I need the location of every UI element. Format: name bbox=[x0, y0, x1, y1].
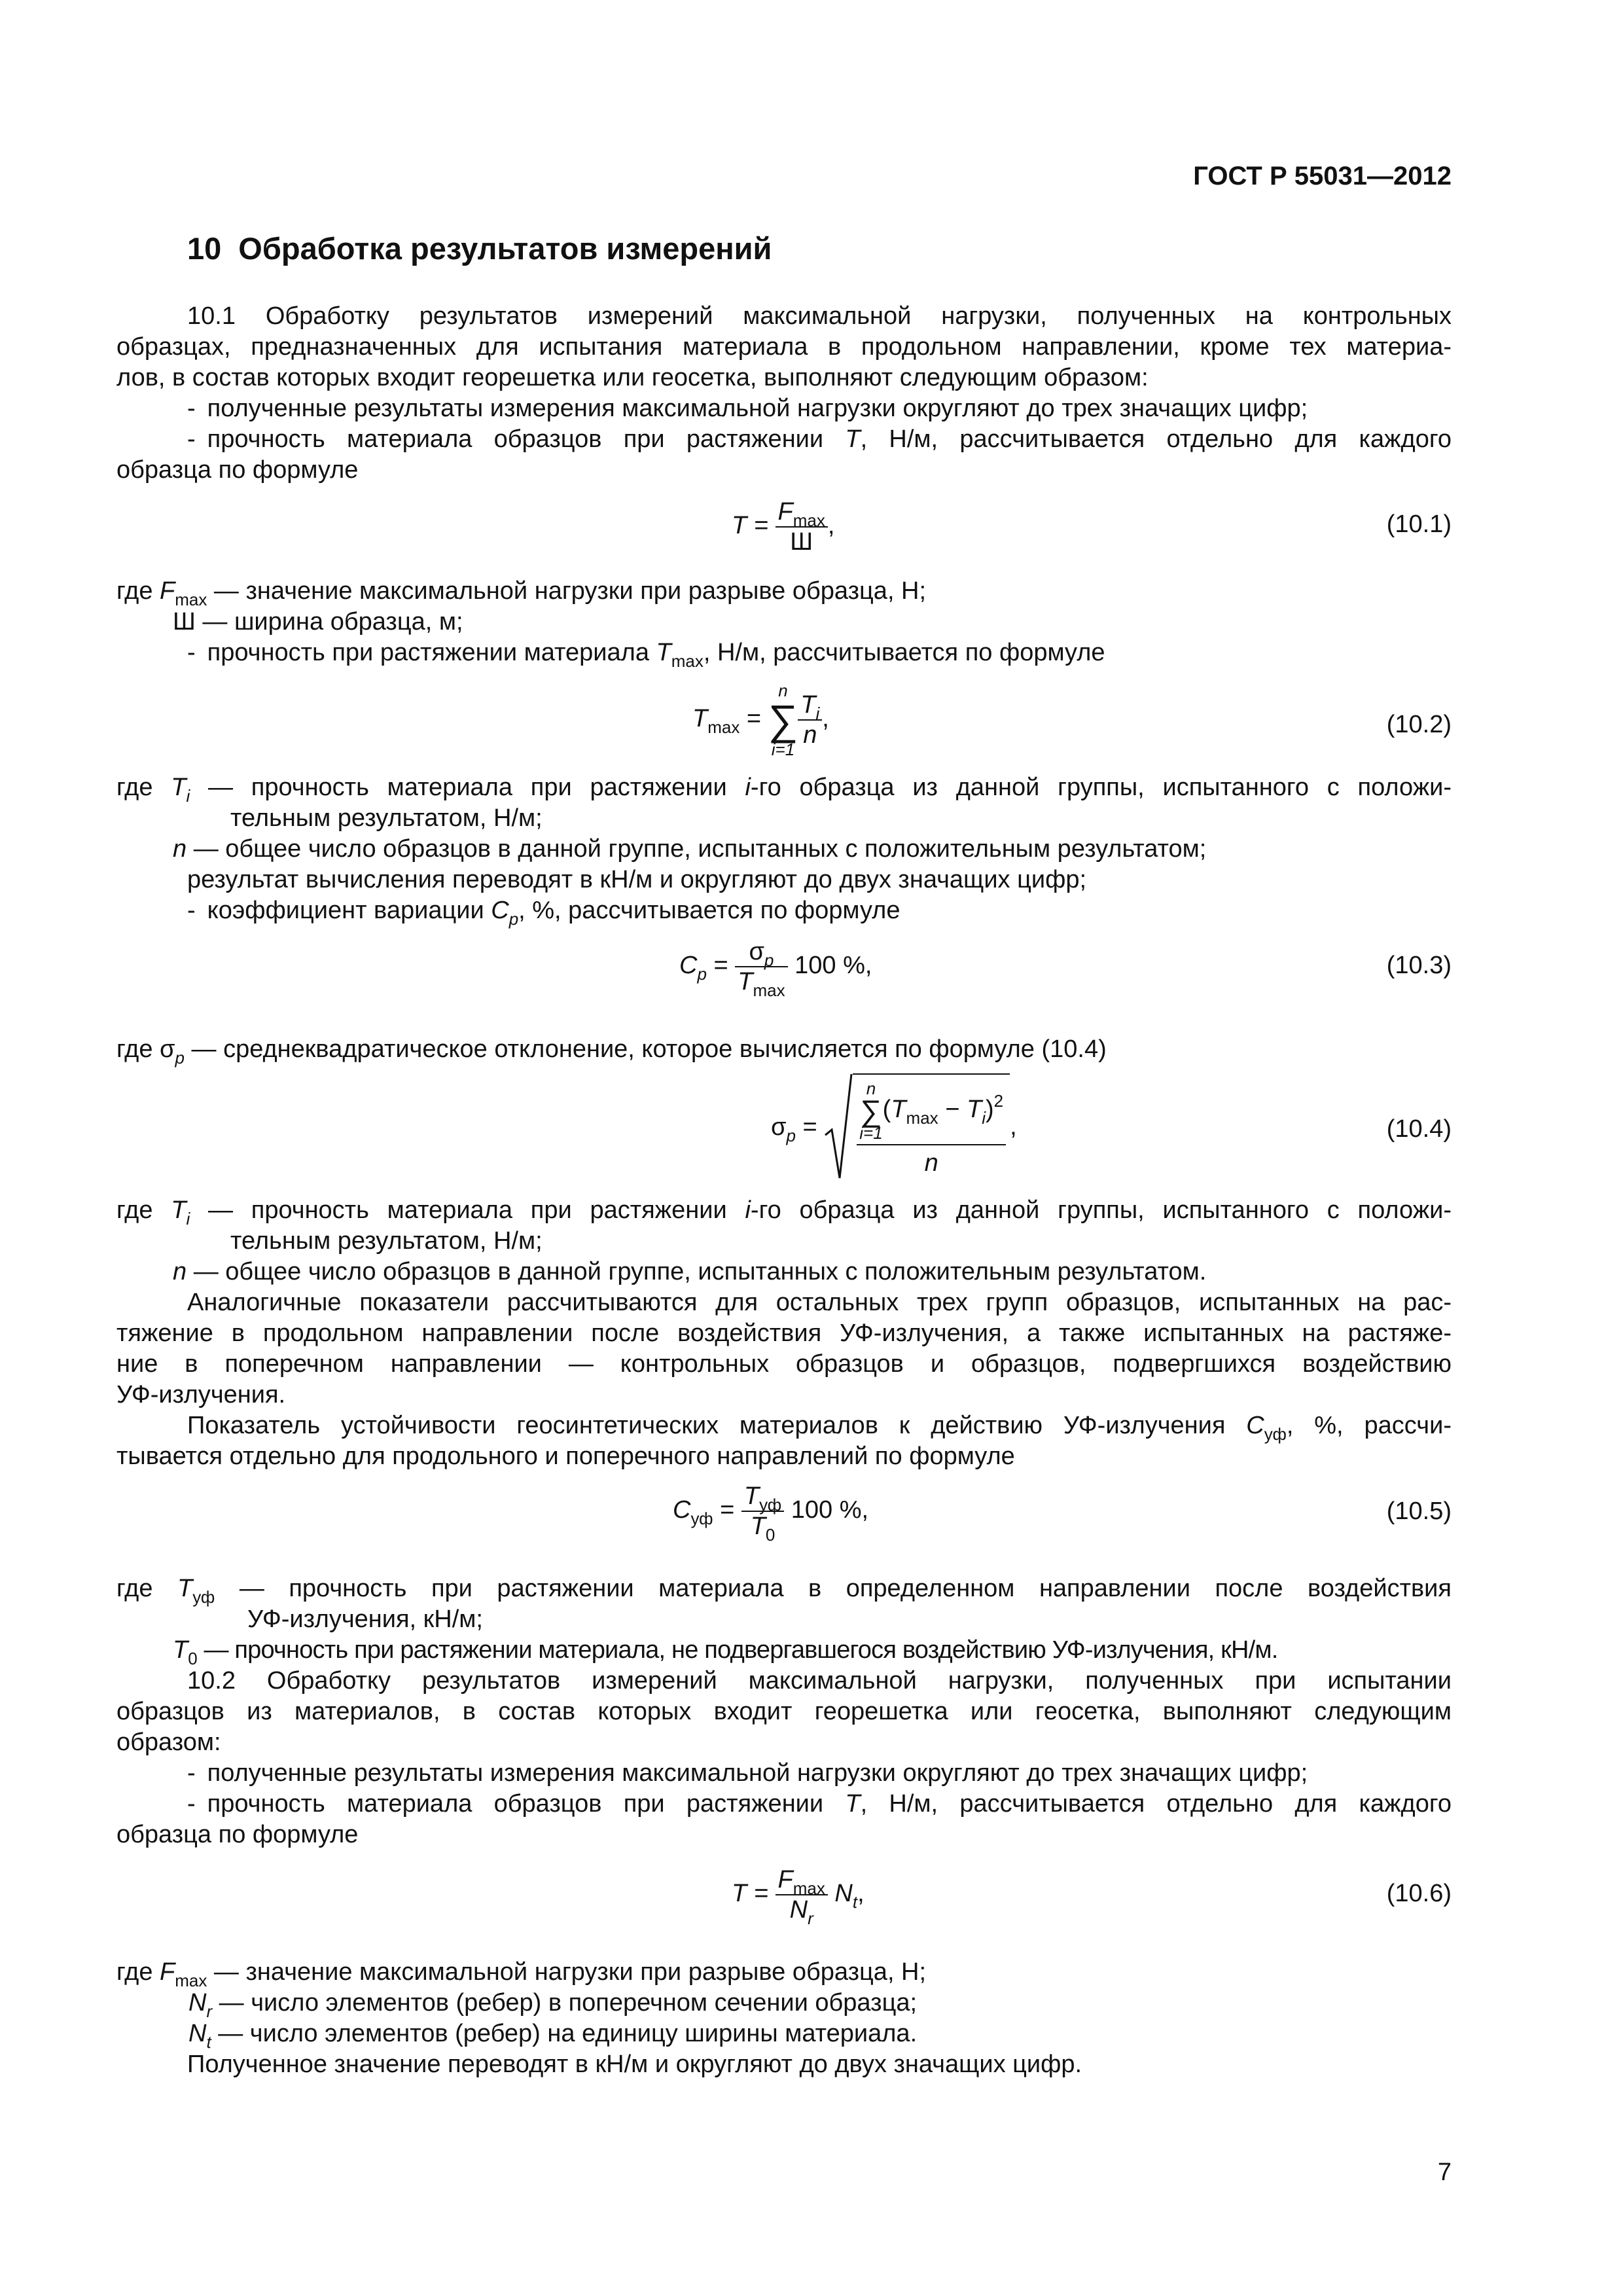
formula-10-2: $T_{max}$ = n ∑ i=1 $\frac{T_i}{n}$ , (10.2) bbox=[692, 681, 1452, 759]
formula-10-3: $C_p$ = $\frac{\sigma_p}{T_{max}}$ 100 %, (10.3) bbox=[679, 938, 1452, 1000]
legend-10-2: где $T_i$ — прочность материала при растяжении i-го образца из данной группы, испытанного с положи- тельным результатом, Н/м; n — общее число образцов в данной группе, испытанных с положительным результатом; результат вычисления переводят в кН/м и округляют до двух значащих цифр; - коэффициент вариации $C_p$, %, рассчитывается по формуле bbox=[116, 774, 1452, 929]
formula-number: (10.3) bbox=[1386, 952, 1452, 979]
paragraph-line: образца по формуле bbox=[116, 456, 359, 484]
paragraph-line: лов, в состав которых входит георешетка или геосетка, выполняют следующим образом: bbox=[116, 364, 1149, 391]
legend-10-5: где $T_{уф}$ — прочность при растяжении материала в определенном направлении после воздействия УФ-излучения, кН/м; $T_0$ — прочность при растяжении материала, не подвергавшегося воздействию УФ-излучения, кН/м. 10.2 Обработку результатов измерений максимальной нагрузки, полученных при испытании образцов из материалов, в состав которых входит георешетка или геосетка, выполняют следующим образом: - полученные результаты измерения максимальной нагрузки округляют до трех значащих цифр; - прочность материала образцов при растяжении T, Н/м, рассчитывается отдельно для каждого образца по формуле bbox=[116, 1575, 1452, 1848]
list-item: - коэффициент вариации $C_p$, %, рассчитывается по формуле bbox=[187, 897, 901, 929]
sum-operator: n ∑ i=1 bbox=[859, 1079, 883, 1143]
formula-10-6: T = $\frac{F_{max}}{N_r}$ $N_t$, (10.6) bbox=[732, 1866, 1452, 1928]
final-paragraph: Полученное значение переводят в кН/м и округляют до двух значащих цифр. bbox=[187, 2051, 1082, 2078]
legend-10-3: где $\sigma_p$ — среднеквадратическое отклонение, которое вычисляется по формуле (10.4) bbox=[116, 1035, 1107, 1067]
sum-operator: n ∑ i=1 bbox=[768, 681, 798, 759]
legend-10-6: где $F_{max}$ — значение максимальной нагрузки при разрыве образца, Н; $N_r$ — число элементов (ребер) в поперечном сечении образца; $N_t$ — число элементов (ребер) на единицу ширины материала. Полученное значение переводят в кН/м и округляют до двух значащих цифр. bbox=[116, 1957, 1452, 2080]
formula-10-5: $C_{уф}$ = $\frac{T_{уф}}{T_0}$ 100 %, (10.5) bbox=[673, 1482, 1452, 1545]
list-item: - полученные результаты измерения максимальной нагрузки округляют до трех значащих цифр; bbox=[187, 395, 1308, 422]
list-item: - прочность материала образцов при растяжении T, Н/м, рассчитывается отдельно для каждого bbox=[187, 425, 1452, 453]
fraction: $\frac{\sigma_p}{T_{max}}$ bbox=[735, 937, 787, 996]
formula-number: (10.1) bbox=[1386, 511, 1452, 538]
legend-10-1: где $F_{max}$ — значение максимальной нагрузки при разрыве образца, Н; Ш — ширина образца, м; - прочность при растяжении материала $T_{max}$, Н/м, рассчитывается по формуле bbox=[116, 576, 1452, 668]
square-root: n ∑ i=1 $(T_{max} - T_i)^2$ n bbox=[824, 1073, 1010, 1181]
paragraph-10-1 bbox=[116, 301, 1452, 486]
list-item: - прочность при растяжении материала $T_{max}$, Н/м, рассчитывается по формуле bbox=[187, 639, 1105, 671]
list-item: - полученные результаты измерения максимальной нагрузки округляют до трех значащих цифр; bbox=[187, 1759, 1308, 1787]
formula-number: (10.6) bbox=[1386, 1880, 1452, 1907]
section-number: 10 bbox=[187, 231, 222, 266]
section-heading bbox=[187, 233, 772, 264]
fraction: $\frac{F_{max}}{Ш}$ bbox=[776, 497, 828, 556]
paragraph-10-2: 10.2 Обработку результатов измерений максимальной нагрузки, полученных при испытании bbox=[187, 1667, 1452, 1695]
formula-10-1: T = $\frac{F_{max}}{Ш}$ , (10.1) bbox=[732, 498, 1452, 556]
formula-number: (10.5) bbox=[1386, 1498, 1452, 1525]
list-item: - прочность материала образцов при растяжении T, Н/м, рассчитывается отдельно для каждого bbox=[187, 1790, 1452, 1818]
formula-10-4: $\sigma_p$ = n ∑ i=1 $(T_{max} - T_i)^2$ n , (10.4) bbox=[116, 1073, 1452, 1185]
document-code-header: ГОСТ Р 55031—2012 bbox=[1193, 162, 1452, 190]
paragraph-line: образцах, предназначенных для испытания материала в продольном направлении, кроме тех материа- bbox=[116, 333, 1452, 361]
fraction: $\frac{T_i}{n}$ bbox=[798, 691, 822, 749]
fraction: $\frac{T_{уф}}{T_0}$ bbox=[741, 1482, 784, 1541]
section-title: Обработка результатов измерений bbox=[238, 231, 772, 266]
radical-sign-icon bbox=[824, 1073, 853, 1181]
formula-number: (10.4) bbox=[1386, 1115, 1452, 1143]
fraction: $\frac{F_{max}}{N_r}$ bbox=[776, 1865, 828, 1924]
formula-number: (10.2) bbox=[1386, 711, 1452, 738]
page-number: 7 bbox=[1437, 2159, 1452, 2186]
legend-10-4: где $T_i$ — прочность материала при растяжении i-го образца из данной группы, испытанного с положи- тельным результатом, Н/м; n — общее число образцов в данной группе, испытанных с положительным результатом. Аналогичные показатели рассчитываются для остальных трех групп образцов, испытанных на рас- тяжение в продольном направлении после воздействия УФ-излучения, а также испытанных на растяже- ние в поперечном направлении — контрольных образцов и образцов, подвергшихся воздействию УФ-излучения. Показатель устойчивости геосинтетических материалов к действию УФ-излучения $C_{уф}$, %, рассчи- тывается отдельно для продольного и поперечного направлений по формуле bbox=[116, 1196, 1452, 1470]
paragraph-line: 10.1 Обработку результатов измерений максимальной нагрузки, полученных на контрольных bbox=[187, 302, 1452, 330]
